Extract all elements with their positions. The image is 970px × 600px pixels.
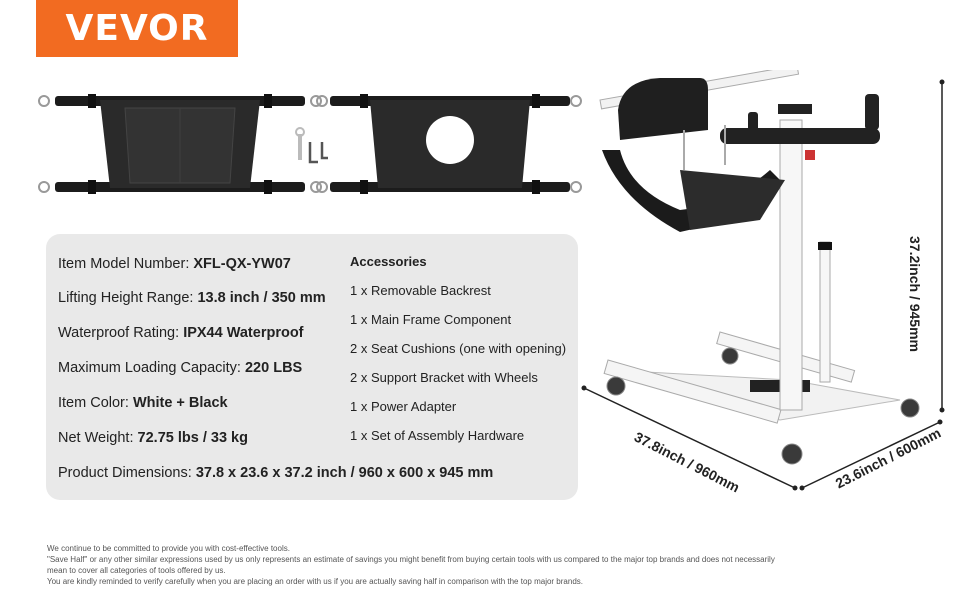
specifications-panel bbox=[46, 234, 578, 500]
accessory-item: 1 x Power Adapter bbox=[350, 399, 457, 414]
sling-seat-with-opening-icon bbox=[317, 94, 581, 194]
disclaimer-line: We continue to be committed to provide you with cost-effective tools. bbox=[47, 544, 290, 553]
spec-product-dimensions: Product Dimensions: 37.8 x 23.6 x 37.2 inch / 960 x 600 x 945 mm bbox=[58, 465, 494, 481]
disclaimer-line: mean to cover all categories of tools offered by us. bbox=[47, 566, 226, 575]
sling-seat-icon bbox=[39, 94, 321, 194]
wrench-icon bbox=[296, 128, 304, 160]
hex-key-icon bbox=[310, 142, 328, 162]
height-dimension-label: 37.2inch / 945mm bbox=[907, 236, 923, 352]
logo-text: VEVOR bbox=[65, 8, 209, 49]
disclaimer-line: You are kindly reminded to verify carefully when you are placing an order with us if you are actually saving half in comparison with the top major brands. bbox=[47, 577, 583, 586]
accessory-item: 2 x Support Bracket with Wheels bbox=[350, 370, 538, 385]
vevor-logo bbox=[36, 0, 238, 57]
width-dimension-label: 23.6inch / 600mm bbox=[832, 424, 944, 492]
accessory-item: 1 x Set of Assembly Hardware bbox=[350, 428, 525, 443]
spec-waterproof-rating: Waterproof Rating: IPX44 Waterproof bbox=[58, 325, 304, 341]
length-dimension-label: 37.8inch / 960mm bbox=[631, 428, 743, 496]
disclaimer-line: "Save Half" or any other similar expressions used by us only represents an estimate of savings you might benefit from buying certain tools with us compared to the major top brands and does not necessarily bbox=[47, 555, 775, 564]
spec-max-load: Maximum Loading Capacity: 220 LBS bbox=[58, 360, 303, 376]
spec-lifting-height: Lifting Height Range: 13.8 inch / 350 mm bbox=[58, 290, 326, 306]
accessory-item: 1 x Main Frame Component bbox=[350, 312, 512, 327]
spec-model-number: Item Model Number: XFL-QX-YW07 bbox=[58, 256, 291, 272]
accessories-title: Accessories bbox=[350, 254, 427, 269]
spec-net-weight: Net Weight: 72.75 lbs / 33 kg bbox=[58, 430, 248, 446]
disclaimer-text bbox=[47, 543, 775, 587]
spec-item-color: Item Color: White + Black bbox=[58, 395, 228, 411]
accessory-item: 1 x Removable Backrest bbox=[350, 283, 491, 298]
accessory-item: 2 x Seat Cushions (one with opening) bbox=[350, 341, 567, 356]
sling-accessories-image bbox=[30, 88, 590, 208]
